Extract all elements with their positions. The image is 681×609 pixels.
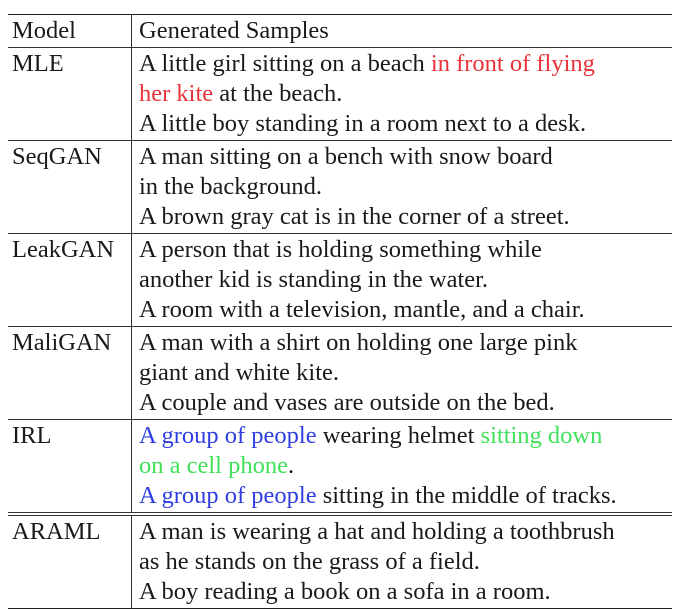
generated-samples-cell [132, 420, 672, 512]
sample-line [139, 421, 672, 451]
model-name: IRL [8, 420, 132, 512]
sample-line [139, 142, 672, 172]
sample-line [139, 388, 672, 418]
generated-samples-cell [132, 327, 672, 419]
sample-text-segment: A boy reading a book on a sofa in a room. [139, 578, 551, 605]
sample-text-segment: A group of people [139, 422, 317, 449]
sample-text-segment: A man sitting on a bench with snow board [139, 143, 553, 170]
sample-text-segment: in front of flying [430, 50, 595, 77]
sample-text-segment: A man is wearing a hat and holding a toothbrush [139, 518, 615, 545]
sample-text-segment: A room with a television, mantle, and a chair. [139, 296, 585, 323]
table-row [8, 234, 672, 327]
generated-samples-cell [132, 234, 672, 326]
sample-text-segment: sitting down [480, 422, 603, 449]
sample-text-segment: on a cell phone [139, 452, 288, 479]
table-row [8, 141, 672, 234]
sample-line [139, 577, 672, 607]
model-name: MLE [8, 48, 132, 140]
sample-text-segment: at the beach. [213, 80, 343, 107]
table-row [8, 48, 672, 141]
sample-line [139, 295, 672, 325]
table-header-row [8, 15, 672, 48]
sample-line [139, 202, 672, 232]
sample-line [139, 235, 672, 265]
sample-line [139, 517, 672, 547]
sample-text-segment: in the background. [139, 173, 323, 200]
generated-samples-cell [132, 48, 672, 140]
header-generated-samples: Generated Samples [139, 17, 329, 44]
table-row [8, 420, 672, 516]
sample-line [139, 328, 672, 358]
sample-line [139, 172, 672, 202]
header-model: Model [8, 15, 132, 47]
model-name: SeqGAN [8, 141, 132, 233]
table-body [8, 48, 672, 609]
sample-line [139, 49, 672, 79]
model-name: ARAML [8, 516, 132, 608]
sample-line [139, 451, 672, 481]
model-name: LeakGAN [8, 234, 132, 326]
model-name: MaliGAN [8, 327, 132, 419]
samples-table [8, 14, 672, 609]
sample-line [139, 358, 672, 388]
sample-text-segment: A brown gray cat is in the corner of a street. [139, 203, 570, 230]
sample-text-segment: A couple and vases are outside on the bed. [139, 389, 555, 416]
table-row [8, 327, 672, 420]
sample-line [139, 265, 672, 295]
sample-text-segment: sitting in the middle of tracks. [316, 482, 617, 509]
sample-line [139, 79, 672, 109]
generated-samples-cell [132, 141, 672, 233]
sample-line [139, 481, 672, 511]
sample-text-segment: A person that is holding something while [139, 236, 542, 263]
sample-text-segment: her kite [139, 80, 214, 107]
sample-text-segment: giant and white kite. [139, 359, 340, 386]
sample-line [139, 109, 672, 139]
sample-text-segment: A group of people [139, 482, 317, 509]
sample-text-segment: A man with a shirt on holding one large pink [139, 329, 578, 356]
sample-line [139, 547, 672, 577]
sample-text-segment: A little girl sitting on a beach [139, 50, 431, 77]
sample-text-segment: . [288, 452, 295, 479]
sample-text-segment: A little boy standing in a room next to a desk. [139, 110, 587, 137]
generated-samples-cell [132, 516, 672, 608]
sample-text-segment: wearing helmet [316, 422, 481, 449]
table-row [8, 516, 672, 609]
sample-text-segment: another kid is standing in the water. [139, 266, 489, 293]
sample-text-segment: as he stands on the grass of a field. [139, 548, 480, 575]
